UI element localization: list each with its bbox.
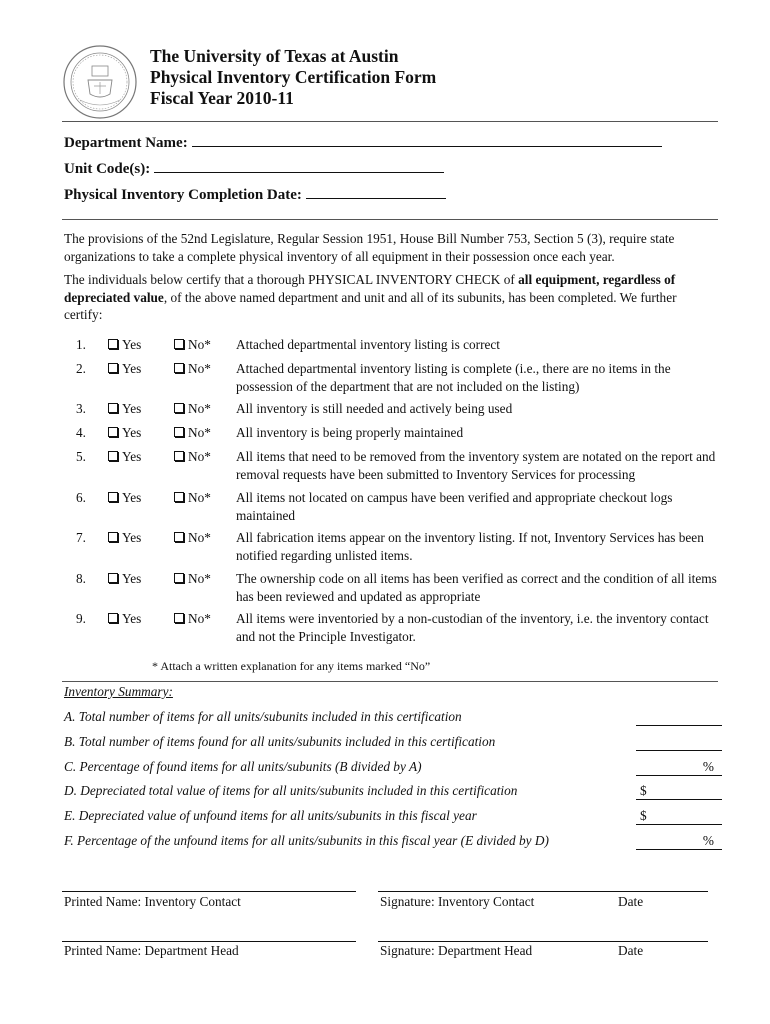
item-number: 7.: [76, 530, 86, 545]
checkbox-icon: [174, 339, 184, 349]
suffix: %: [702, 759, 714, 774]
prefix: $: [640, 783, 647, 798]
summary-row-c: C. Percentage of found items for all units/subunits (B divided by A): [64, 759, 422, 774]
no-label: No*: [188, 401, 211, 416]
no-label: No*: [188, 571, 211, 586]
checkbox-icon: [108, 613, 118, 623]
checkbox-icon: [174, 427, 184, 437]
printed-name-head-line[interactable]: [62, 941, 356, 942]
summary-row-a: A. Total number of items for all units/subunits included in this certification: [64, 709, 462, 724]
printed-name-head-label: Printed Name: Department Head: [64, 943, 239, 958]
checkbox-icon: [108, 403, 118, 413]
item-number: 1.: [76, 337, 86, 352]
summary-heading: Inventory Summary:: [64, 684, 173, 699]
item-text: Attached departmental inventory listing is complete (i.e., there are no items in the possession of the department that are not included on the listing): [236, 361, 671, 394]
yes-label: Yes: [122, 611, 142, 626]
yes-checkbox[interactable]: [108, 489, 141, 507]
checkbox-icon: [174, 403, 184, 413]
item-number: 9.: [76, 611, 86, 626]
yes-checkbox[interactable]: [108, 529, 141, 547]
checkbox-icon: [108, 427, 118, 437]
item-number: 3.: [76, 401, 86, 416]
item-text: All inventory is being properly maintained: [236, 425, 464, 440]
yes-checkbox[interactable]: [108, 610, 141, 628]
checkbox-icon: [174, 492, 184, 502]
no-label: No*: [188, 530, 211, 545]
no-checkbox[interactable]: [174, 360, 211, 378]
printed-name-contact-label: Printed Name: Inventory Contact: [64, 894, 241, 909]
yes-label: Yes: [122, 401, 142, 416]
department-name-input[interactable]: [192, 132, 662, 147]
no-checkbox[interactable]: [174, 400, 211, 418]
summary-row-f: F. Percentage of the unfound items for all units/subunits in this fiscal year (E divided by D): [64, 833, 549, 848]
checkbox-icon: [108, 339, 118, 349]
yes-label: Yes: [122, 490, 142, 505]
checkbox-icon: [108, 492, 118, 502]
no-checkbox[interactable]: [174, 424, 211, 442]
no-label: No*: [188, 361, 211, 376]
checkbox-icon: [174, 532, 184, 542]
summary-d-input[interactable]: [636, 783, 722, 800]
item-text: All items not located on campus have been verified and appropriate checkout logs maintained: [236, 490, 673, 523]
footnote: * Attach a written explanation for any items marked “No”: [152, 659, 431, 673]
title-fiscal-year: Fiscal Year 2010-11: [150, 88, 294, 108]
intro-p2-start: The individuals below certify that a thorough PHYSICAL INVENTORY CHECK of: [64, 272, 519, 287]
item-text: All items were inventoried by a non-custodian of the inventory, i.e. the inventory contact and not the Principle Investigator.: [236, 611, 709, 644]
title-form-name: Physical Inventory Certification Form: [150, 67, 437, 87]
department-name-label: Department Name:: [64, 135, 188, 151]
unit-code-input[interactable]: [154, 158, 444, 173]
intro-p2-end: , of the above named department and unit and all of its subunits, has been completed. We further certify:: [64, 289, 677, 322]
item-text: All fabrication items appear on the inventory listing. If not, Inventory Services has been notified regarding unlisted items.: [236, 530, 704, 563]
title-university: The University of Texas at Austin: [150, 46, 399, 66]
item-number: 8.: [76, 571, 86, 586]
divider: [62, 219, 718, 220]
intro-text: [64, 230, 714, 330]
intro-p2-bold: all equipment, regardless of depreciated value: [64, 272, 676, 305]
item-number: 4.: [76, 425, 86, 440]
checkbox-icon: [108, 451, 118, 461]
summary-a-input[interactable]: [636, 709, 722, 726]
no-checkbox[interactable]: [174, 336, 211, 354]
yes-label: Yes: [122, 530, 142, 545]
university-seal-icon: [62, 44, 138, 120]
item-text: The ownership code on all items has been verified as correct and the condition of all items has been reviewed and updated as appropriate: [236, 571, 717, 604]
checkbox-icon: [108, 573, 118, 583]
checkbox-icon: [174, 451, 184, 461]
summary-e-input[interactable]: [636, 808, 722, 825]
completion-date-label: Physical Inventory Completion Date:: [64, 187, 302, 203]
yes-label: Yes: [122, 337, 142, 352]
prefix: $: [640, 808, 647, 823]
printed-name-contact-line[interactable]: [62, 891, 356, 892]
summary-c-input[interactable]: [636, 759, 722, 776]
yes-checkbox[interactable]: [108, 570, 141, 588]
checkbox-icon: [108, 532, 118, 542]
no-checkbox[interactable]: [174, 570, 211, 588]
checkbox-icon: [174, 363, 184, 373]
unit-code-label: Unit Code(s):: [64, 161, 151, 177]
checkbox-icon: [174, 613, 184, 623]
yes-checkbox[interactable]: [108, 400, 141, 418]
form-title: [150, 46, 436, 109]
department-name-field: [64, 132, 662, 152]
signature-contact-label: Signature: Inventory Contact: [380, 894, 535, 909]
summary-row-b: B. Total number of items found for all units/subunits included in this certification: [64, 734, 496, 749]
date-contact-label: Date: [618, 894, 644, 909]
completion-date-input[interactable]: [306, 184, 446, 199]
item-text: Attached departmental inventory listing is correct: [236, 337, 501, 352]
yes-label: Yes: [122, 425, 142, 440]
unit-code-field: [64, 158, 444, 178]
suffix: %: [702, 833, 714, 848]
yes-label: Yes: [122, 361, 142, 376]
signature-head-label: Signature: Department Head: [380, 943, 533, 958]
no-label: No*: [188, 490, 211, 505]
no-label: No*: [188, 449, 211, 464]
divider: [62, 681, 718, 682]
signature-head-line[interactable]: [378, 941, 708, 942]
no-checkbox[interactable]: [174, 448, 211, 466]
item-text: All items that need to be removed from the inventory system are notated on the report and removal requests have been submitted to Inventory Services for processing: [236, 449, 716, 482]
yes-checkbox[interactable]: [108, 424, 141, 442]
item-text: All inventory is still needed and actively being used: [236, 401, 513, 416]
no-checkbox[interactable]: [174, 489, 211, 507]
completion-date-field: [64, 184, 446, 204]
no-checkbox[interactable]: [174, 529, 211, 547]
checkbox-icon: [174, 573, 184, 583]
summary-row-d: D. Depreciated total value of items for all units/subunits included in this certification: [64, 783, 518, 798]
divider: [62, 121, 718, 122]
signature-contact-line[interactable]: [378, 891, 708, 892]
no-label: No*: [188, 611, 211, 626]
yes-checkbox[interactable]: [108, 360, 141, 378]
yes-checkbox[interactable]: [108, 336, 141, 354]
item-number: 5.: [76, 449, 86, 464]
yes-label: Yes: [122, 449, 142, 464]
intro-paragraph-2: [64, 271, 714, 324]
summary-row-e: E. Depreciated value of unfound items for all units/subunits in this fiscal year: [64, 808, 477, 823]
summary-b-input[interactable]: [636, 734, 722, 751]
yes-checkbox[interactable]: [108, 448, 141, 466]
item-number: 2.: [76, 361, 86, 376]
no-label: No*: [188, 337, 211, 352]
item-number: 6.: [76, 490, 86, 505]
no-checkbox[interactable]: [174, 610, 211, 628]
date-head-label: Date: [618, 943, 644, 958]
yes-label: Yes: [122, 571, 142, 586]
intro-paragraph-1: The provisions of the 52nd Legislature, Regular Session 1951, House Bill Number 753, Section 5 (3), require state organizations to take a complete physical inventory of all equipment in their possession once each year.: [64, 231, 675, 264]
no-label: No*: [188, 425, 211, 440]
summary-f-input[interactable]: [636, 833, 722, 850]
checkbox-icon: [108, 363, 118, 373]
